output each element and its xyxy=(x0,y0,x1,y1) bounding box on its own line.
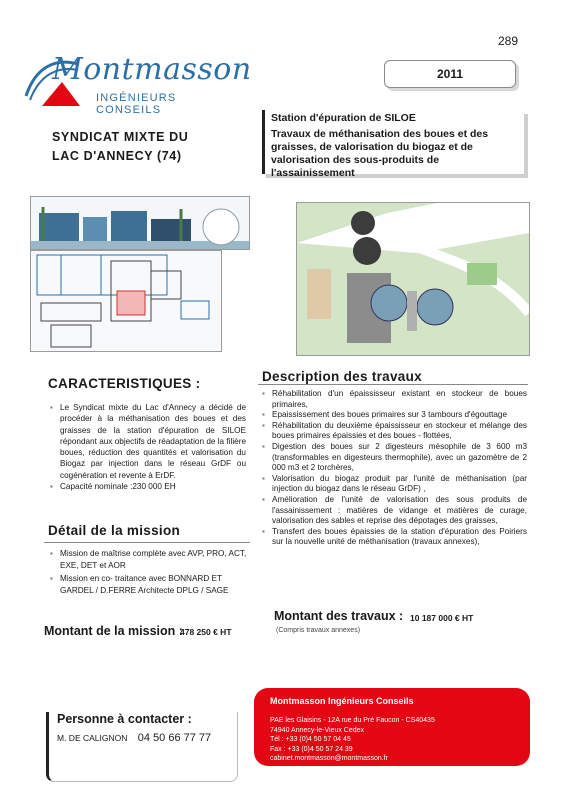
list-item: ▪ Capacité nominale :230 000 EH xyxy=(50,481,246,492)
list-item: ▪ Le Syndicat mixte du Lac d'Annecy a décidé de procéder à la méthanisation des boues et des graisses de la station d'épuration de SILOE répondant aux objectifs de réadaptation de la filière boues, réduction des quantités et valorisation du Biogaz par injection dans le réseau GrDF ou cogénération et revente à ErDF. xyxy=(50,402,246,481)
list-item: ▪ Réhabilitation du deuxième épaississeur en stockeur et mélange des boues primaires épaissies et des boues - flottées, xyxy=(262,421,527,442)
contact-email-link[interactable]: cabinet.montmasson@montmasson.fr xyxy=(270,755,388,763)
company-logo xyxy=(22,52,252,116)
year-badge: 2011 xyxy=(384,60,516,88)
contact-company-name: Montmasson Ingénieurs Conseils xyxy=(270,696,414,706)
list-item: ▪ Digestion des boues sur 2 digesteurs mésophile de 3 600 m3 (transformables en digesteurs thermophile), avec un gazomètre de 2 000 m3 et 2 torchères, xyxy=(262,442,527,474)
contact-person-box xyxy=(46,712,238,782)
montant-travaux-value: 10 187 000 € HT xyxy=(410,613,474,623)
contact-address-line: PAE les Glaisins - 12A rue du Pré Faucon - CS40435 xyxy=(270,717,435,724)
contact-city-line: 74940 Annecy-le-Vieux Cedex xyxy=(270,726,365,734)
montant-mission-label: Montant de la mission : xyxy=(44,624,183,638)
description-travaux-divider xyxy=(258,384,528,385)
client-name xyxy=(52,128,188,166)
page-number: 289 xyxy=(497,34,518,48)
project-description: Travaux de méthanisation des boues et des graisses, de valorisation du biogaz et de valorisation des sous-produits de l'assainissement xyxy=(271,128,489,179)
project-title: Station d'épuration de SILOE xyxy=(271,112,416,124)
list-item: ▪ Mission de maîtrise complète avec AVP, PRO, ACT, EXE, DET et AOR xyxy=(50,548,250,571)
caracteristiques-title: CARACTERISTIQUES : xyxy=(48,376,201,391)
montant-travaux-label: Montant des travaux : xyxy=(274,609,404,623)
list-item: ▪ Transfert des boues épaissies de la station d'épuration des Poiriers sur la nouvelle unité de méthanisation (travaux annexes), xyxy=(262,527,527,548)
site-plan-image xyxy=(296,202,530,356)
contact-person-title: Personne à contacter : xyxy=(57,712,192,726)
description-travaux-list xyxy=(262,389,527,548)
contact-person-name: M. DE CALIGNON xyxy=(57,733,128,743)
client-line-1: SYNDICAT MIXTE DU xyxy=(52,130,189,144)
logo-wordmark: Montmasson xyxy=(52,52,252,87)
client-line-2: LAC D'ANNECY (74) xyxy=(52,149,182,163)
detail-mission-list xyxy=(50,548,250,598)
detail-mission-title: Détail de la mission xyxy=(48,523,181,538)
contact-phone-line: Tél : +33 (0)4 50 57 04 45 xyxy=(270,736,351,744)
list-item: ▪ Mission en co- traitance avec BONNARD ET GARDEL / D.FERRE Architecte DPLG / SAGE xyxy=(50,573,250,596)
company-contact-block xyxy=(254,688,530,766)
contact-person-phone: 04 50 66 77 77 xyxy=(137,732,212,744)
montant-mission-value: 478 250 € HT xyxy=(180,627,232,637)
detail-mission-divider xyxy=(44,542,250,543)
floor-plan-image xyxy=(30,250,222,352)
caracteristiques-list xyxy=(50,402,246,492)
contact-company-details xyxy=(270,716,435,764)
list-item: ▪ Valorisation du biogaz produit par l'unité de méthanisation (par injection du biogaz dans le réseau GrDF) , xyxy=(262,474,527,495)
list-item: ▪ Epaississement des boues primaires sur 3 tambours d'égouttage xyxy=(262,410,527,421)
montant-travaux-note: (Compris travaux annexes) xyxy=(276,627,361,634)
contact-fax-line: Fax : +33 (0)4 50 57 24 39 xyxy=(270,745,353,753)
logo-subtitle: INGÉNIEURS CONSEILS xyxy=(96,92,177,116)
elevation-drawing-image xyxy=(30,196,250,250)
list-item: ▪ Réhabilitation d'un épaississeur existant en stockeur de boues primaires, xyxy=(262,389,527,410)
list-item: ▪ Amélioration de l'unité de valorisation des sous produits de l'assainissement : matières de vidange et matières de curage, valorisation des sables et reprise des dépotages des graisses, xyxy=(262,495,527,527)
description-travaux-title: Description des travaux xyxy=(262,369,422,384)
project-box xyxy=(262,110,524,179)
contact-person-line xyxy=(57,732,229,744)
